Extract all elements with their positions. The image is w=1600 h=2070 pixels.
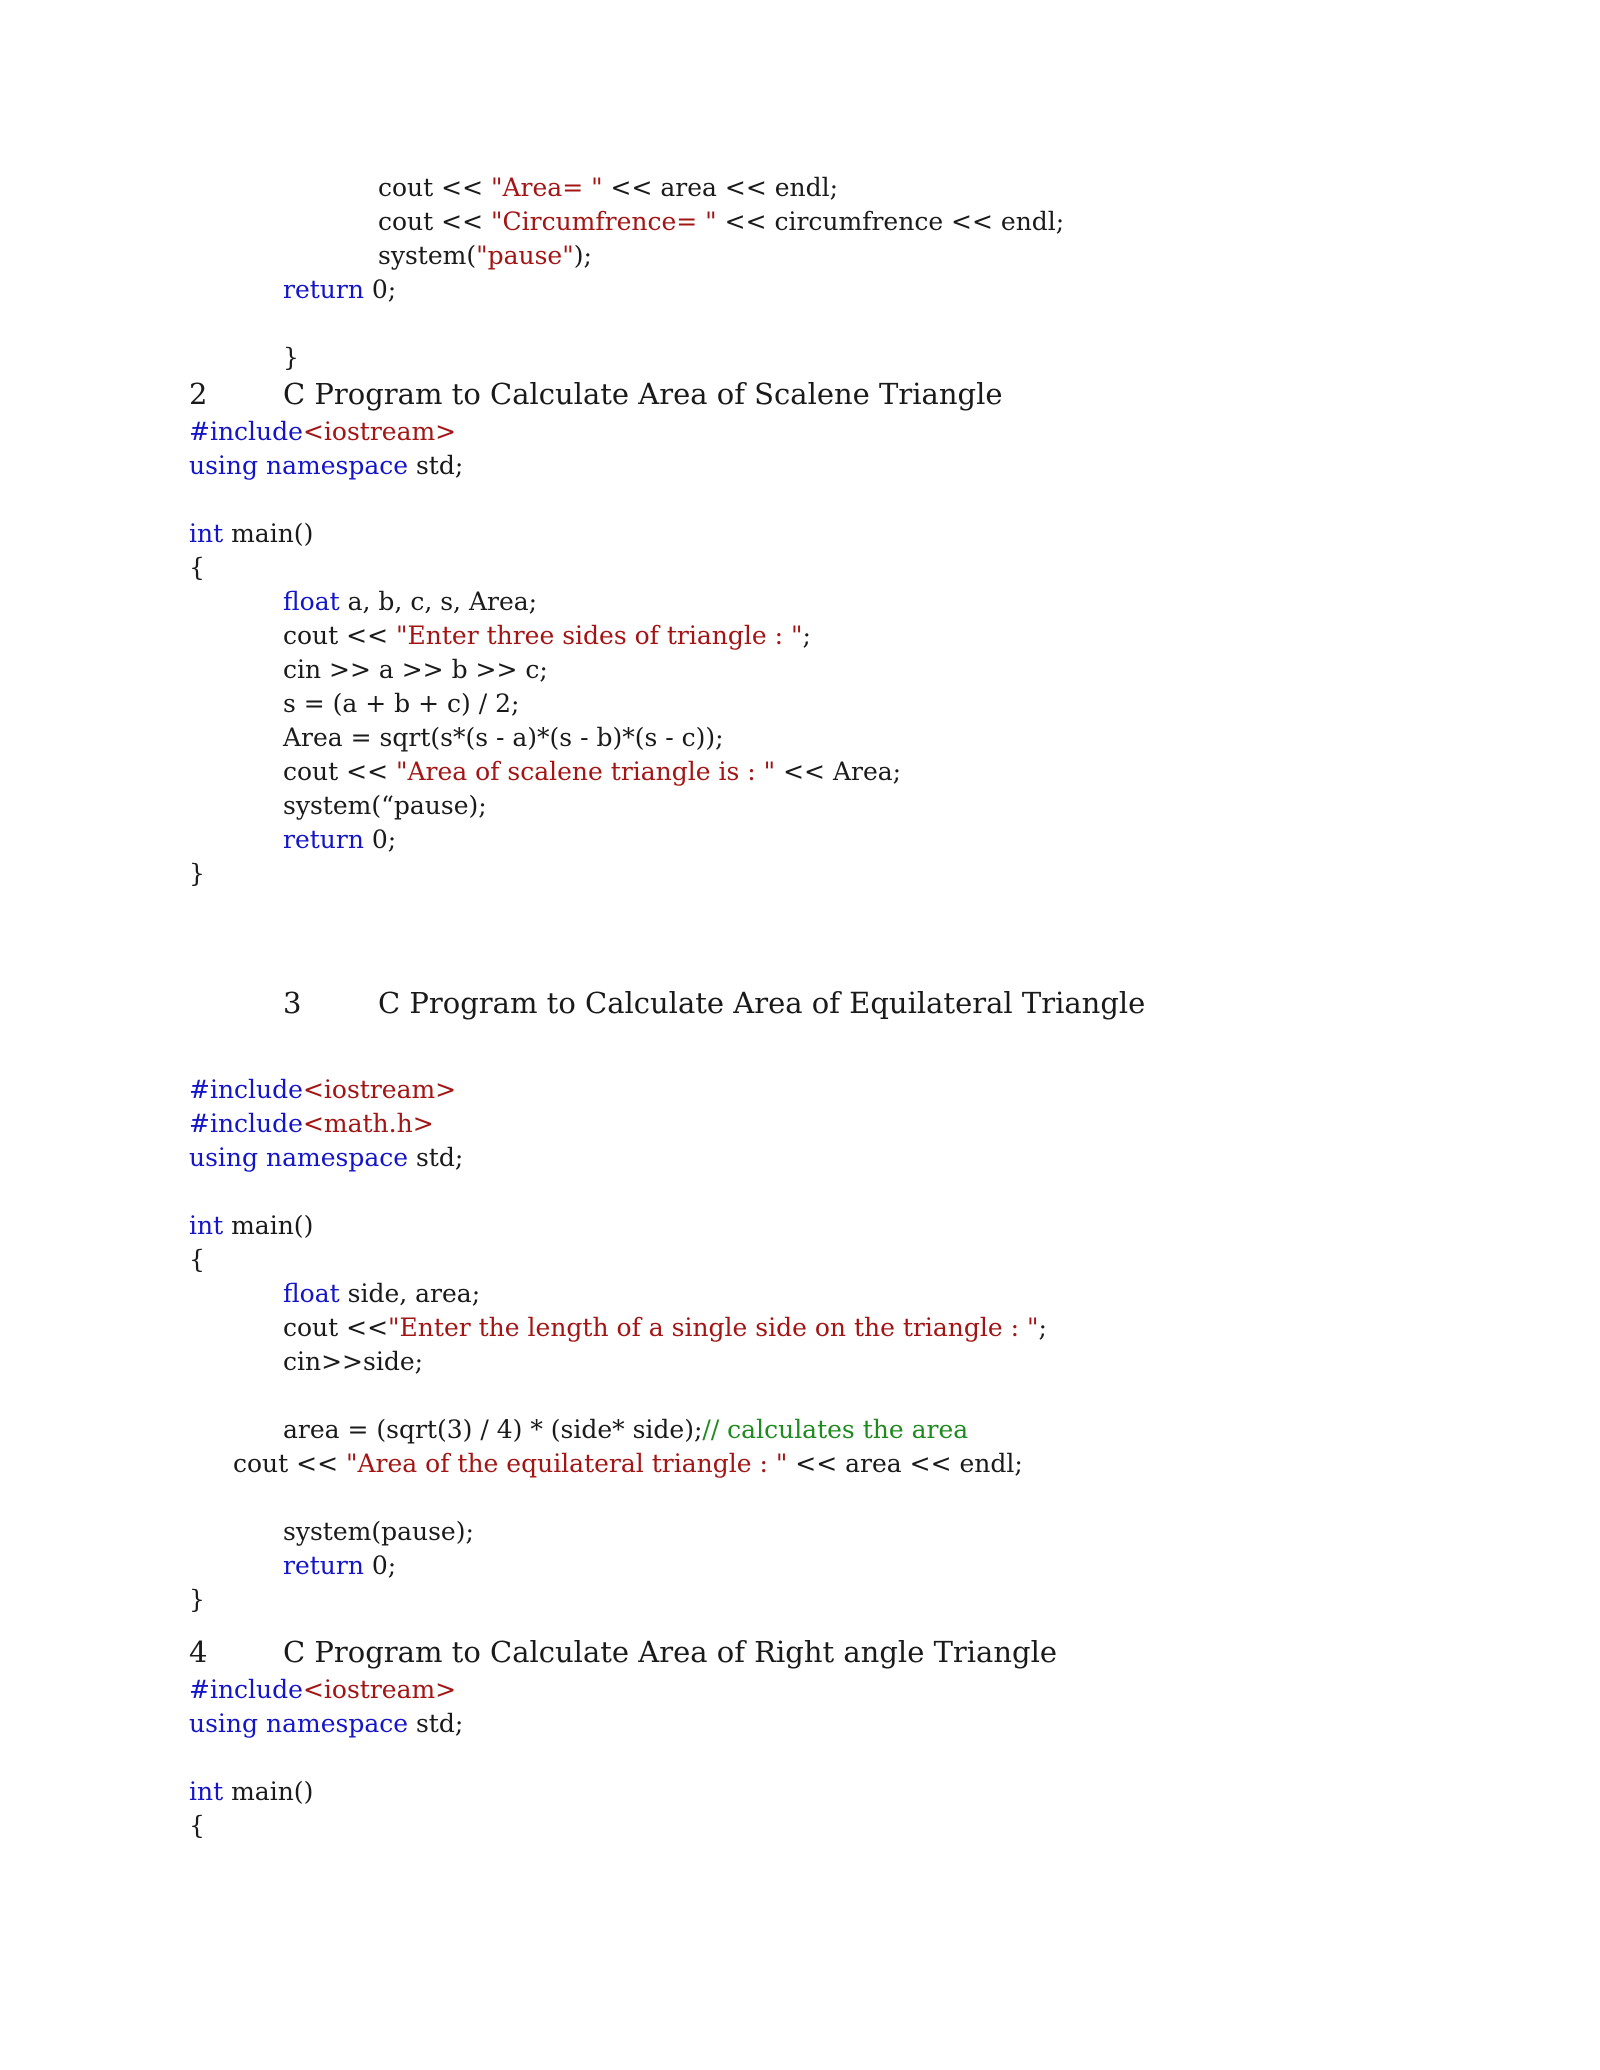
code-line-circumference-output — [378, 205, 1064, 239]
code-line-prompt-side — [283, 1311, 1047, 1345]
code-token-string: "Area of the equilateral triangle : " — [346, 1449, 788, 1478]
code-token-plain: cin >> a >> b >> c; — [283, 655, 548, 684]
section-heading-4 — [0, 1634, 1600, 1670]
code-token-plain: 0; — [363, 275, 397, 304]
code-line-open-brace — [189, 551, 205, 585]
code-line-float-decl — [283, 1277, 480, 1311]
code-token-string: "Area of scalene triangle is : " — [396, 757, 776, 786]
code-token-keyword: #include — [189, 1075, 303, 1104]
code-token-plain: cout << — [283, 757, 396, 786]
code-token-plain: cout << — [283, 1313, 389, 1342]
code-line-return — [283, 1549, 396, 1583]
code-line-print-area — [283, 755, 901, 789]
code-token-keyword: return — [283, 825, 364, 854]
code-line-area-output — [378, 171, 838, 205]
section-title: C Program to Calculate Area of Scalene Triangle — [283, 377, 1003, 411]
code-line-system-pause — [283, 789, 487, 823]
code-token-string: "Area= " — [491, 173, 603, 202]
code-token-keyword: #include — [189, 1109, 303, 1138]
code-token-plain: ; — [802, 621, 811, 650]
code-line-prompt-sides — [283, 619, 811, 653]
code-line-include-iostream — [189, 415, 456, 449]
code-line-include-iostream — [189, 1073, 456, 1107]
code-token-string: "Circumfrence= " — [491, 207, 717, 236]
code-token-keyword: using namespace — [189, 1143, 409, 1172]
code-line-return — [283, 823, 396, 857]
code-token-plain: << Area; — [775, 757, 902, 786]
code-line-include-math — [189, 1107, 434, 1141]
code-token-keyword: return — [283, 1551, 364, 1580]
code-line-using-namespace — [189, 449, 463, 483]
section-number: 2 — [189, 377, 208, 411]
code-token-plain: << area << endl; — [787, 1449, 1023, 1478]
code-token-plain: << area << endl; — [602, 173, 839, 202]
code-line-system-pause — [283, 1515, 474, 1549]
code-token-plain: 0; — [363, 825, 397, 854]
code-token-plain: area = (sqrt(3) / 4) * (side* side); — [283, 1415, 703, 1444]
code-token-plain: } — [189, 859, 205, 888]
code-token-string: <iostream> — [302, 417, 457, 446]
code-token-plain: << circumfrence << endl; — [716, 207, 1065, 236]
code-token-string: <math.h> — [302, 1109, 434, 1138]
code-token-plain: a, b, c, s, Area; — [339, 587, 538, 616]
code-token-plain: { — [189, 553, 205, 582]
code-token-plain: cout << — [233, 1449, 346, 1478]
code-token-plain: cout << — [283, 621, 396, 650]
code-token-plain: cin>>side; — [283, 1347, 424, 1376]
code-line-include-iostream — [189, 1673, 456, 1707]
section-number: 3 — [283, 986, 302, 1020]
code-token-keyword: using namespace — [189, 451, 409, 480]
code-token-keyword: int — [189, 1777, 224, 1806]
code-token-keyword: #include — [189, 417, 303, 446]
code-token-plain: main() — [223, 519, 314, 548]
code-token-plain: system(pause); — [283, 1517, 474, 1546]
code-line-close-brace — [189, 1583, 205, 1617]
code-line-cin-side — [283, 1345, 423, 1379]
code-token-plain: std; — [408, 451, 464, 480]
code-token-plain: main() — [223, 1777, 314, 1806]
code-token-string: <iostream> — [302, 1675, 457, 1704]
code-token-keyword: using namespace — [189, 1709, 409, 1738]
code-token-string: "Enter the length of a single side on the triangle : " — [388, 1313, 1039, 1342]
code-line-open-brace — [189, 1809, 205, 1843]
code-line-system-pause — [378, 239, 592, 273]
code-token-plain: { — [189, 1245, 205, 1274]
code-token-plain: } — [283, 343, 299, 372]
code-token-keyword: #include — [189, 1675, 303, 1704]
section-title: C Program to Calculate Area of Right angle Triangle — [283, 1635, 1058, 1669]
section-number: 4 — [189, 1635, 208, 1669]
code-line-area-formula — [283, 1413, 968, 1447]
code-line-int-main — [189, 517, 313, 551]
code-line-using-namespace — [189, 1141, 463, 1175]
code-token-keyword: float — [283, 1279, 340, 1308]
code-token-plain: std; — [408, 1143, 464, 1172]
code-token-plain: } — [189, 1585, 205, 1614]
code-token-plain: cout << — [378, 173, 491, 202]
code-line-print-area — [233, 1447, 1023, 1481]
code-line-close-brace — [189, 857, 205, 891]
code-token-plain: system(“pause); — [283, 791, 487, 820]
code-token-plain: Area = sqrt(s*(s - a)*(s - b)*(s - c)); — [283, 723, 724, 752]
code-token-plain: ; — [1038, 1313, 1047, 1342]
code-token-plain: side, area; — [339, 1279, 481, 1308]
code-token-plain: system( — [378, 241, 477, 270]
code-token-keyword: int — [189, 1211, 224, 1240]
code-line-using-namespace — [189, 1707, 463, 1741]
code-token-plain: 0; — [363, 1551, 397, 1580]
code-token-keyword: return — [283, 275, 364, 304]
code-token-keyword: float — [283, 587, 340, 616]
code-token-plain: s = (a + b + c) / 2; — [283, 689, 520, 718]
code-token-plain: std; — [408, 1709, 464, 1738]
code-line-int-main — [189, 1775, 313, 1809]
code-token-keyword: int — [189, 519, 224, 548]
code-line-heron-formula — [283, 721, 724, 755]
section-heading-3 — [0, 985, 1600, 1021]
code-token-plain: ); — [573, 241, 592, 270]
section-title: C Program to Calculate Area of Equilateral Triangle — [378, 986, 1146, 1020]
code-token-plain: cout << — [378, 207, 491, 236]
code-line-open-brace — [189, 1243, 205, 1277]
code-line-semi-perimeter — [283, 687, 519, 721]
code-line-cin-sides — [283, 653, 548, 687]
code-token-string: "pause" — [476, 241, 574, 270]
code-token-string: <iostream> — [302, 1075, 457, 1104]
code-line-close-brace — [283, 341, 299, 375]
code-token-string: "Enter three sides of triangle : " — [396, 621, 803, 650]
code-line-return — [283, 273, 396, 307]
code-line-float-decl — [283, 585, 537, 619]
code-token-plain: main() — [223, 1211, 314, 1240]
code-token-comment: // calculates the area — [702, 1415, 969, 1444]
section-heading-2 — [0, 376, 1600, 412]
code-line-int-main — [189, 1209, 313, 1243]
code-token-plain: { — [189, 1811, 205, 1840]
